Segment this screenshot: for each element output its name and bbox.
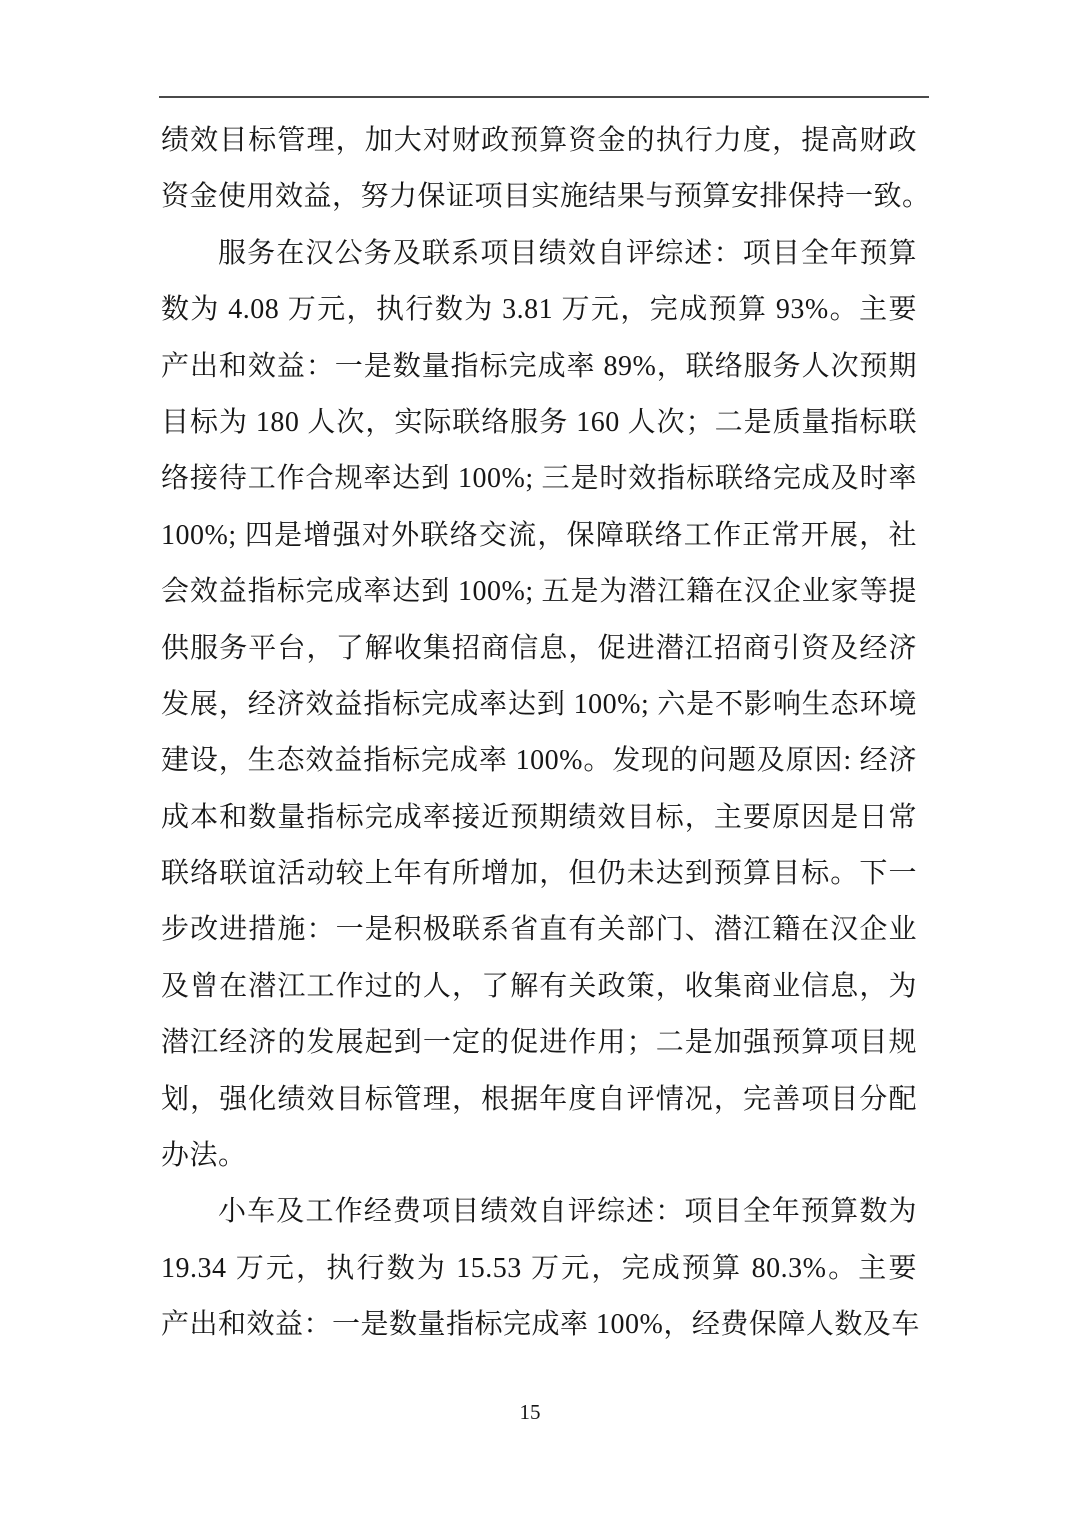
page-number: 15 xyxy=(519,1400,541,1424)
text-line: 供服务平台，了解收集招商信息，促进潜江招商引资及经济 xyxy=(161,632,917,664)
text-line: 数为 4.08 万元，执行数为 3.81 万元，完成预算 93%。主要 xyxy=(161,294,917,326)
text-line: 及曾在潜江工作过的人，了解有关政策，收集商业信息，为 xyxy=(161,970,917,1002)
text-line: 建设，生态效益指标完成率 100%。发现的问题及原因: 经济 xyxy=(161,745,917,777)
text-line: 19.34 万元，执行数为 15.53 万元，完成预算 80.3%。主要 xyxy=(161,1252,917,1284)
text-line: 络接待工作合规率达到 100%; 三是时效指标联络完成及时率 xyxy=(161,463,917,495)
text-line: 成本和数量指标完成率接近预期绩效目标，主要原因是日常 xyxy=(161,801,917,833)
text-line: 潜江经济的发展起到一定的促进作用；二是加强预算项目规 xyxy=(161,1027,917,1059)
text-line: 100%; 四是增强对外联络交流，保障联络工作正常开展，社 xyxy=(161,519,917,551)
page-text xyxy=(161,113,931,1354)
text-line: 产出和效益：一是数量指标完成率 100%，经费保障人数及车 xyxy=(161,1309,920,1341)
text-line: 划，强化绩效目标管理，根据年度自评情况，完善项目分配 xyxy=(161,1083,917,1115)
text-line: 小车及工作经费项目绩效自评综述：项目全年预算数为 xyxy=(218,1196,917,1228)
text-line: 绩效目标管理，加大对财政预算资金的执行力度，提高财政 xyxy=(161,125,917,156)
text-line: 资金使用效益，努力保证项目实施结果与预算安排保持一致。 xyxy=(161,181,931,213)
text-line: 目标为 180 人次，实际联络服务 160 人次；二是质量指标联 xyxy=(161,406,917,438)
text-line: 产出和效益：一是数量指标完成率 89%，联络服务人次预期 xyxy=(161,350,917,382)
text-line: 服务在汉公务及联系项目绩效自评综述：项目全年预算 xyxy=(218,237,917,269)
header-rule xyxy=(159,96,929,98)
text-line: 发展，经济效益指标完成率达到 100%; 六是不影响生态环境 xyxy=(161,688,917,720)
text-line: 办法。 xyxy=(161,1140,247,1172)
text-line: 联络联谊活动较上年有所增加，但仍未达到预算目标。下一 xyxy=(161,858,917,890)
text-line: 会效益指标完成率达到 100%; 五是为潜江籍在汉企业家等提 xyxy=(161,576,917,608)
text-line: 步改进措施：一是积极联系省直有关部门、潜江籍在汉企业 xyxy=(161,914,917,946)
